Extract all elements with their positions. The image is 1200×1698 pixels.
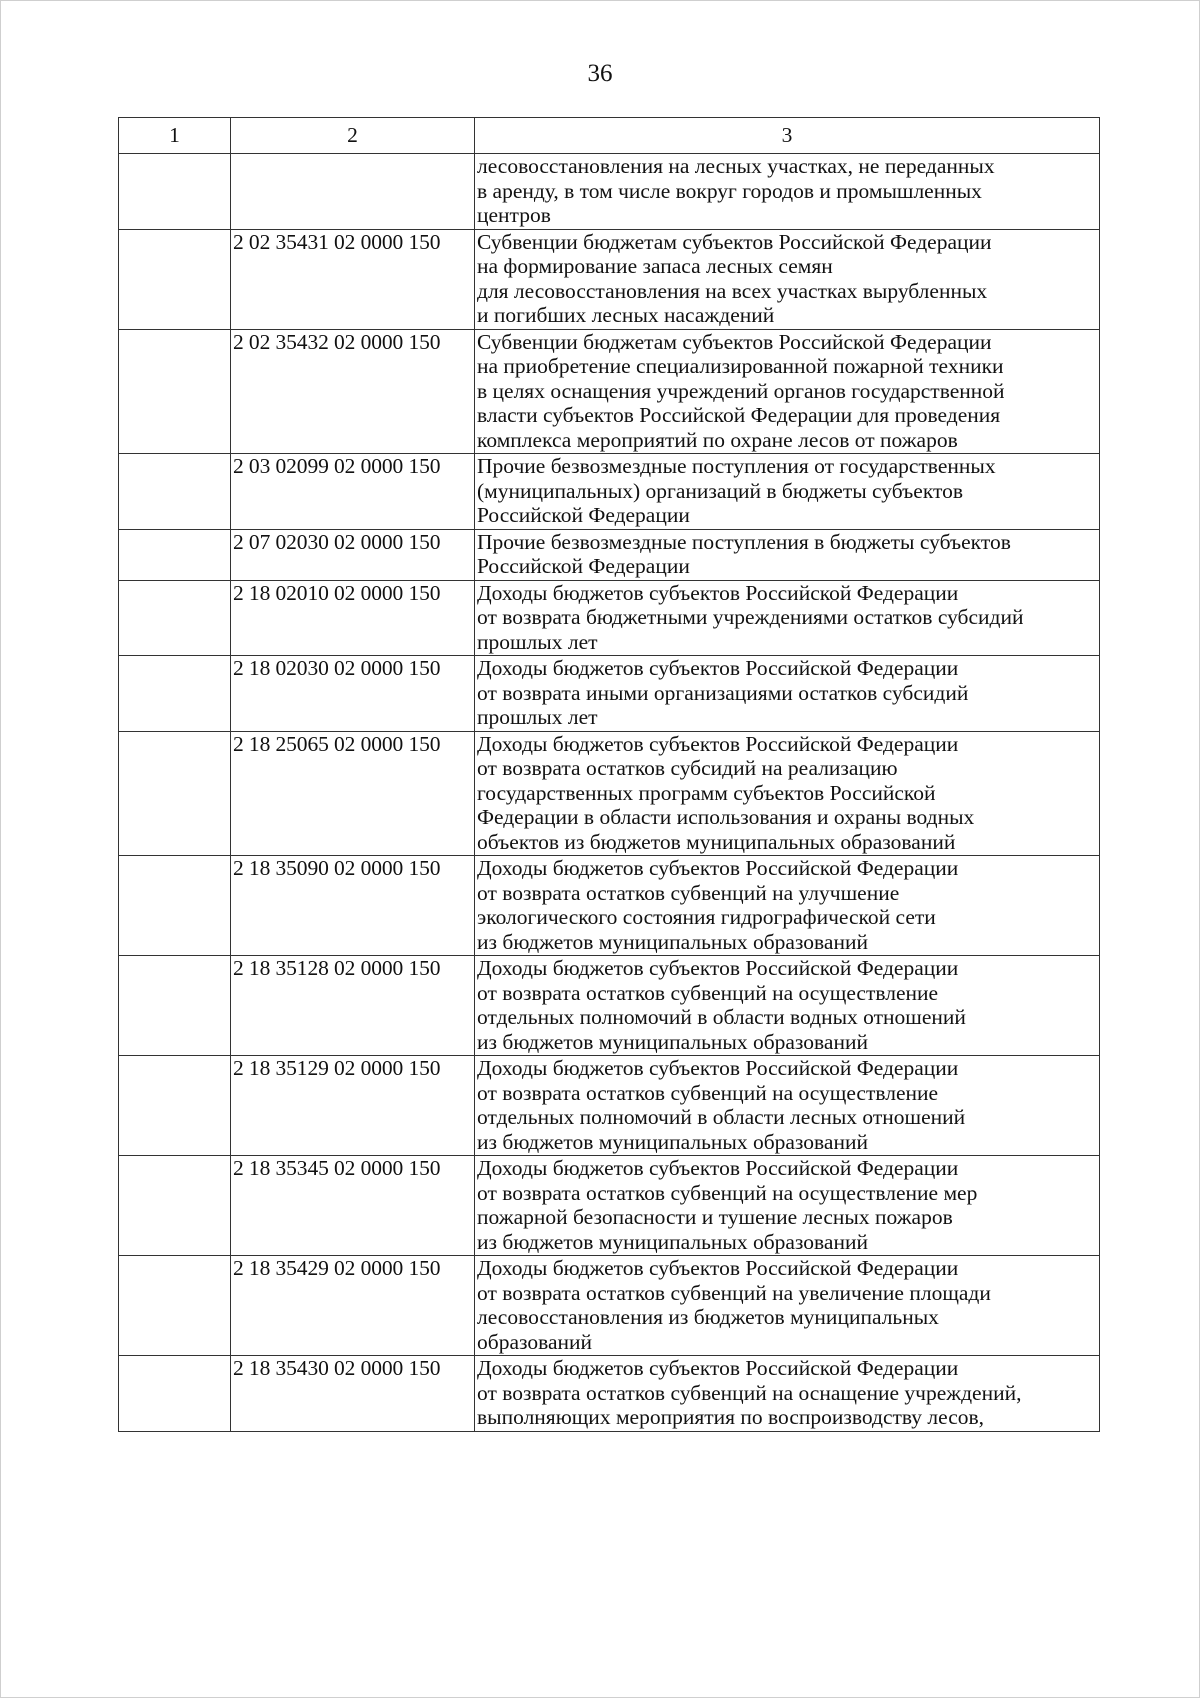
table-row — [119, 454, 1100, 530]
description-line: отдельных полномочий в области лесных отношений — [477, 1105, 966, 1129]
row-number-cell — [119, 229, 231, 329]
description-line: для лесовосстановления на всех участках вырубленных — [477, 278, 988, 303]
table-row — [119, 580, 1100, 656]
table-header-row — [119, 118, 1100, 154]
description-cell — [475, 329, 1100, 454]
description-cell — [475, 656, 1100, 732]
row-number-cell — [119, 1056, 231, 1156]
description-line: от возврата остатков субвенций на осуществление — [477, 980, 939, 1005]
budget-codes-table — [118, 117, 1100, 1432]
description-line: из бюджетов муниципальных образований — [477, 1029, 868, 1054]
budget-code-cell — [231, 154, 475, 230]
budget-code-cell: 2 18 35429 02 0000 150 — [231, 1256, 475, 1356]
column-header-2: 2 — [231, 118, 475, 154]
description-line: из бюджетов муниципальных образований — [477, 1129, 868, 1154]
description-cell — [475, 1256, 1100, 1356]
description-line: из бюджетов муниципальных образований — [477, 929, 868, 954]
description-line: лесовосстановления из бюджетов муниципальных — [477, 1305, 939, 1329]
description-line: Российской Федерации — [477, 503, 690, 527]
description-line: от возврата остатков субвенций на осуществление — [477, 1080, 939, 1105]
description-line: от возврата остатков субвенций на улучшение — [477, 880, 900, 905]
description-line: Доходы бюджетов субъектов Российской Федерации — [477, 580, 959, 605]
row-number-cell — [119, 1156, 231, 1256]
budget-code-cell: 2 18 35090 02 0000 150 — [231, 856, 475, 956]
description-line: власти субъектов Российской Федерации для проведения — [477, 403, 1001, 427]
description-line: от возврата остатков субсидий на реализацию — [477, 756, 898, 780]
description-line: образований — [477, 1329, 593, 1354]
budget-code-cell: 2 18 02030 02 0000 150 — [231, 656, 475, 732]
description-line: объектов из бюджетов муниципальных образований — [477, 829, 956, 854]
budget-code-cell: 2 18 25065 02 0000 150 — [231, 731, 475, 856]
description-line: лесовосстановления на лесных участках, не переданных — [477, 154, 995, 178]
table-row — [119, 856, 1100, 956]
row-number-cell — [119, 856, 231, 956]
description-line: и погибших лесных насаждений — [477, 303, 775, 327]
row-number-cell — [119, 454, 231, 530]
row-number-cell — [119, 329, 231, 454]
description-line: Прочие безвозмездные поступления от государственных — [477, 454, 996, 478]
budget-code-cell: 2 18 35345 02 0000 150 — [231, 1156, 475, 1256]
description-line: от возврата остатков субвенций на увеличение площади — [477, 1280, 991, 1305]
column-header-3: 3 — [475, 118, 1100, 154]
description-cell — [475, 856, 1100, 956]
description-cell — [475, 154, 1100, 230]
description-cell — [475, 229, 1100, 329]
description-line: Доходы бюджетов субъектов Российской Федерации — [477, 1356, 959, 1380]
budget-code-cell: 2 18 35430 02 0000 150 — [231, 1356, 475, 1432]
description-line: в целях оснащения учреждений органов государственной — [477, 378, 1005, 403]
description-line: прошлых лет — [477, 705, 598, 729]
page-number: 36 — [587, 60, 613, 87]
table-row — [119, 731, 1100, 856]
description-cell — [475, 1156, 1100, 1256]
table-row — [119, 1256, 1100, 1356]
description-line: Доходы бюджетов субъектов Российской Федерации — [477, 856, 959, 880]
description-line: от возврата остатков субвенций на осуществление мер — [477, 1180, 978, 1205]
description-line: Доходы бюджетов субъектов Российской Федерации — [477, 656, 959, 680]
description-line: на формирование запаса лесных семян — [477, 254, 833, 278]
description-line: Доходы бюджетов субъектов Российской Федерации — [477, 956, 959, 980]
description-line: Доходы бюджетов субъектов Российской Федерации — [477, 731, 959, 756]
description-cell — [475, 956, 1100, 1056]
description-line: пожарной безопасности и тушение лесных пожаров — [477, 1205, 953, 1229]
description-cell — [475, 731, 1100, 856]
description-line: комплекса мероприятий по охране лесов от пожаров — [477, 427, 958, 452]
description-cell — [475, 1056, 1100, 1156]
row-number-cell — [119, 580, 231, 656]
description-line: центров — [477, 203, 551, 227]
row-number-cell — [119, 1256, 231, 1356]
table-row — [119, 329, 1100, 454]
description-cell — [475, 529, 1100, 580]
description-line: государственных программ субъектов Российской — [477, 780, 936, 805]
description-line: в аренду, в том числе вокруг городов и промышленных — [477, 178, 982, 203]
description-line: на приобретение специализированной пожарной техники — [477, 354, 1004, 378]
row-number-cell — [119, 1356, 231, 1432]
table-row — [119, 229, 1100, 329]
row-number-cell — [119, 529, 231, 580]
description-cell — [475, 1356, 1100, 1432]
budget-code-cell: 2 18 02010 02 0000 150 — [231, 580, 475, 656]
table-row — [119, 154, 1100, 230]
budget-code-cell: 2 18 35129 02 0000 150 — [231, 1056, 475, 1156]
budget-code-cell: 2 02 35431 02 0000 150 — [231, 229, 475, 329]
table-row — [119, 1056, 1100, 1156]
row-number-cell — [119, 154, 231, 230]
description-line: отдельных полномочий в области водных отношений — [477, 1005, 966, 1029]
table-row — [119, 1356, 1100, 1432]
description-line: от возврата иными организациями остатков субсидий — [477, 680, 969, 705]
description-line: Доходы бюджетов субъектов Российской Федерации — [477, 1156, 959, 1180]
description-cell — [475, 454, 1100, 530]
budget-code-cell: 2 07 02030 02 0000 150 — [231, 529, 475, 580]
description-line: экологического состояния гидрографической сети — [477, 905, 936, 929]
description-line: (муниципальных) организаций в бюджеты субъектов — [477, 478, 964, 503]
table-row — [119, 956, 1100, 1056]
budget-code-cell: 2 03 02099 02 0000 150 — [231, 454, 475, 530]
table-row — [119, 656, 1100, 732]
description-line: Доходы бюджетов субъектов Российской Федерации — [477, 1256, 959, 1280]
description-line: Прочие безвозмездные поступления в бюджеты субъектов — [477, 529, 1011, 554]
row-number-cell — [119, 956, 231, 1056]
description-line: от возврата остатков субвенций на оснащение учреждений, — [477, 1380, 1022, 1405]
description-line: Доходы бюджетов субъектов Российской Федерации — [477, 1056, 959, 1080]
description-line: Российской Федерации — [477, 554, 690, 578]
description-line: из бюджетов муниципальных образований — [477, 1229, 868, 1254]
table-row — [119, 1156, 1100, 1256]
budget-code-cell: 2 18 35128 02 0000 150 — [231, 956, 475, 1056]
row-number-cell — [119, 731, 231, 856]
budget-code-cell: 2 02 35432 02 0000 150 — [231, 329, 475, 454]
row-number-cell — [119, 656, 231, 732]
description-line: прошлых лет — [477, 629, 598, 654]
description-line: Субвенции бюджетам субъектов Российской Федерации — [477, 329, 992, 354]
description-line: Федерации в области использования и охраны водных — [477, 805, 975, 829]
description-cell — [475, 580, 1100, 656]
description-line: от возврата бюджетными учреждениями остатков субсидий — [477, 605, 1024, 629]
table-body — [119, 154, 1100, 1432]
table-row — [119, 529, 1100, 580]
description-line: Субвенции бюджетам субъектов Российской Федерации — [477, 229, 992, 254]
description-line: выполняющих мероприятия по воспроизводству лесов, — [477, 1405, 985, 1429]
column-header-1: 1 — [119, 118, 231, 154]
